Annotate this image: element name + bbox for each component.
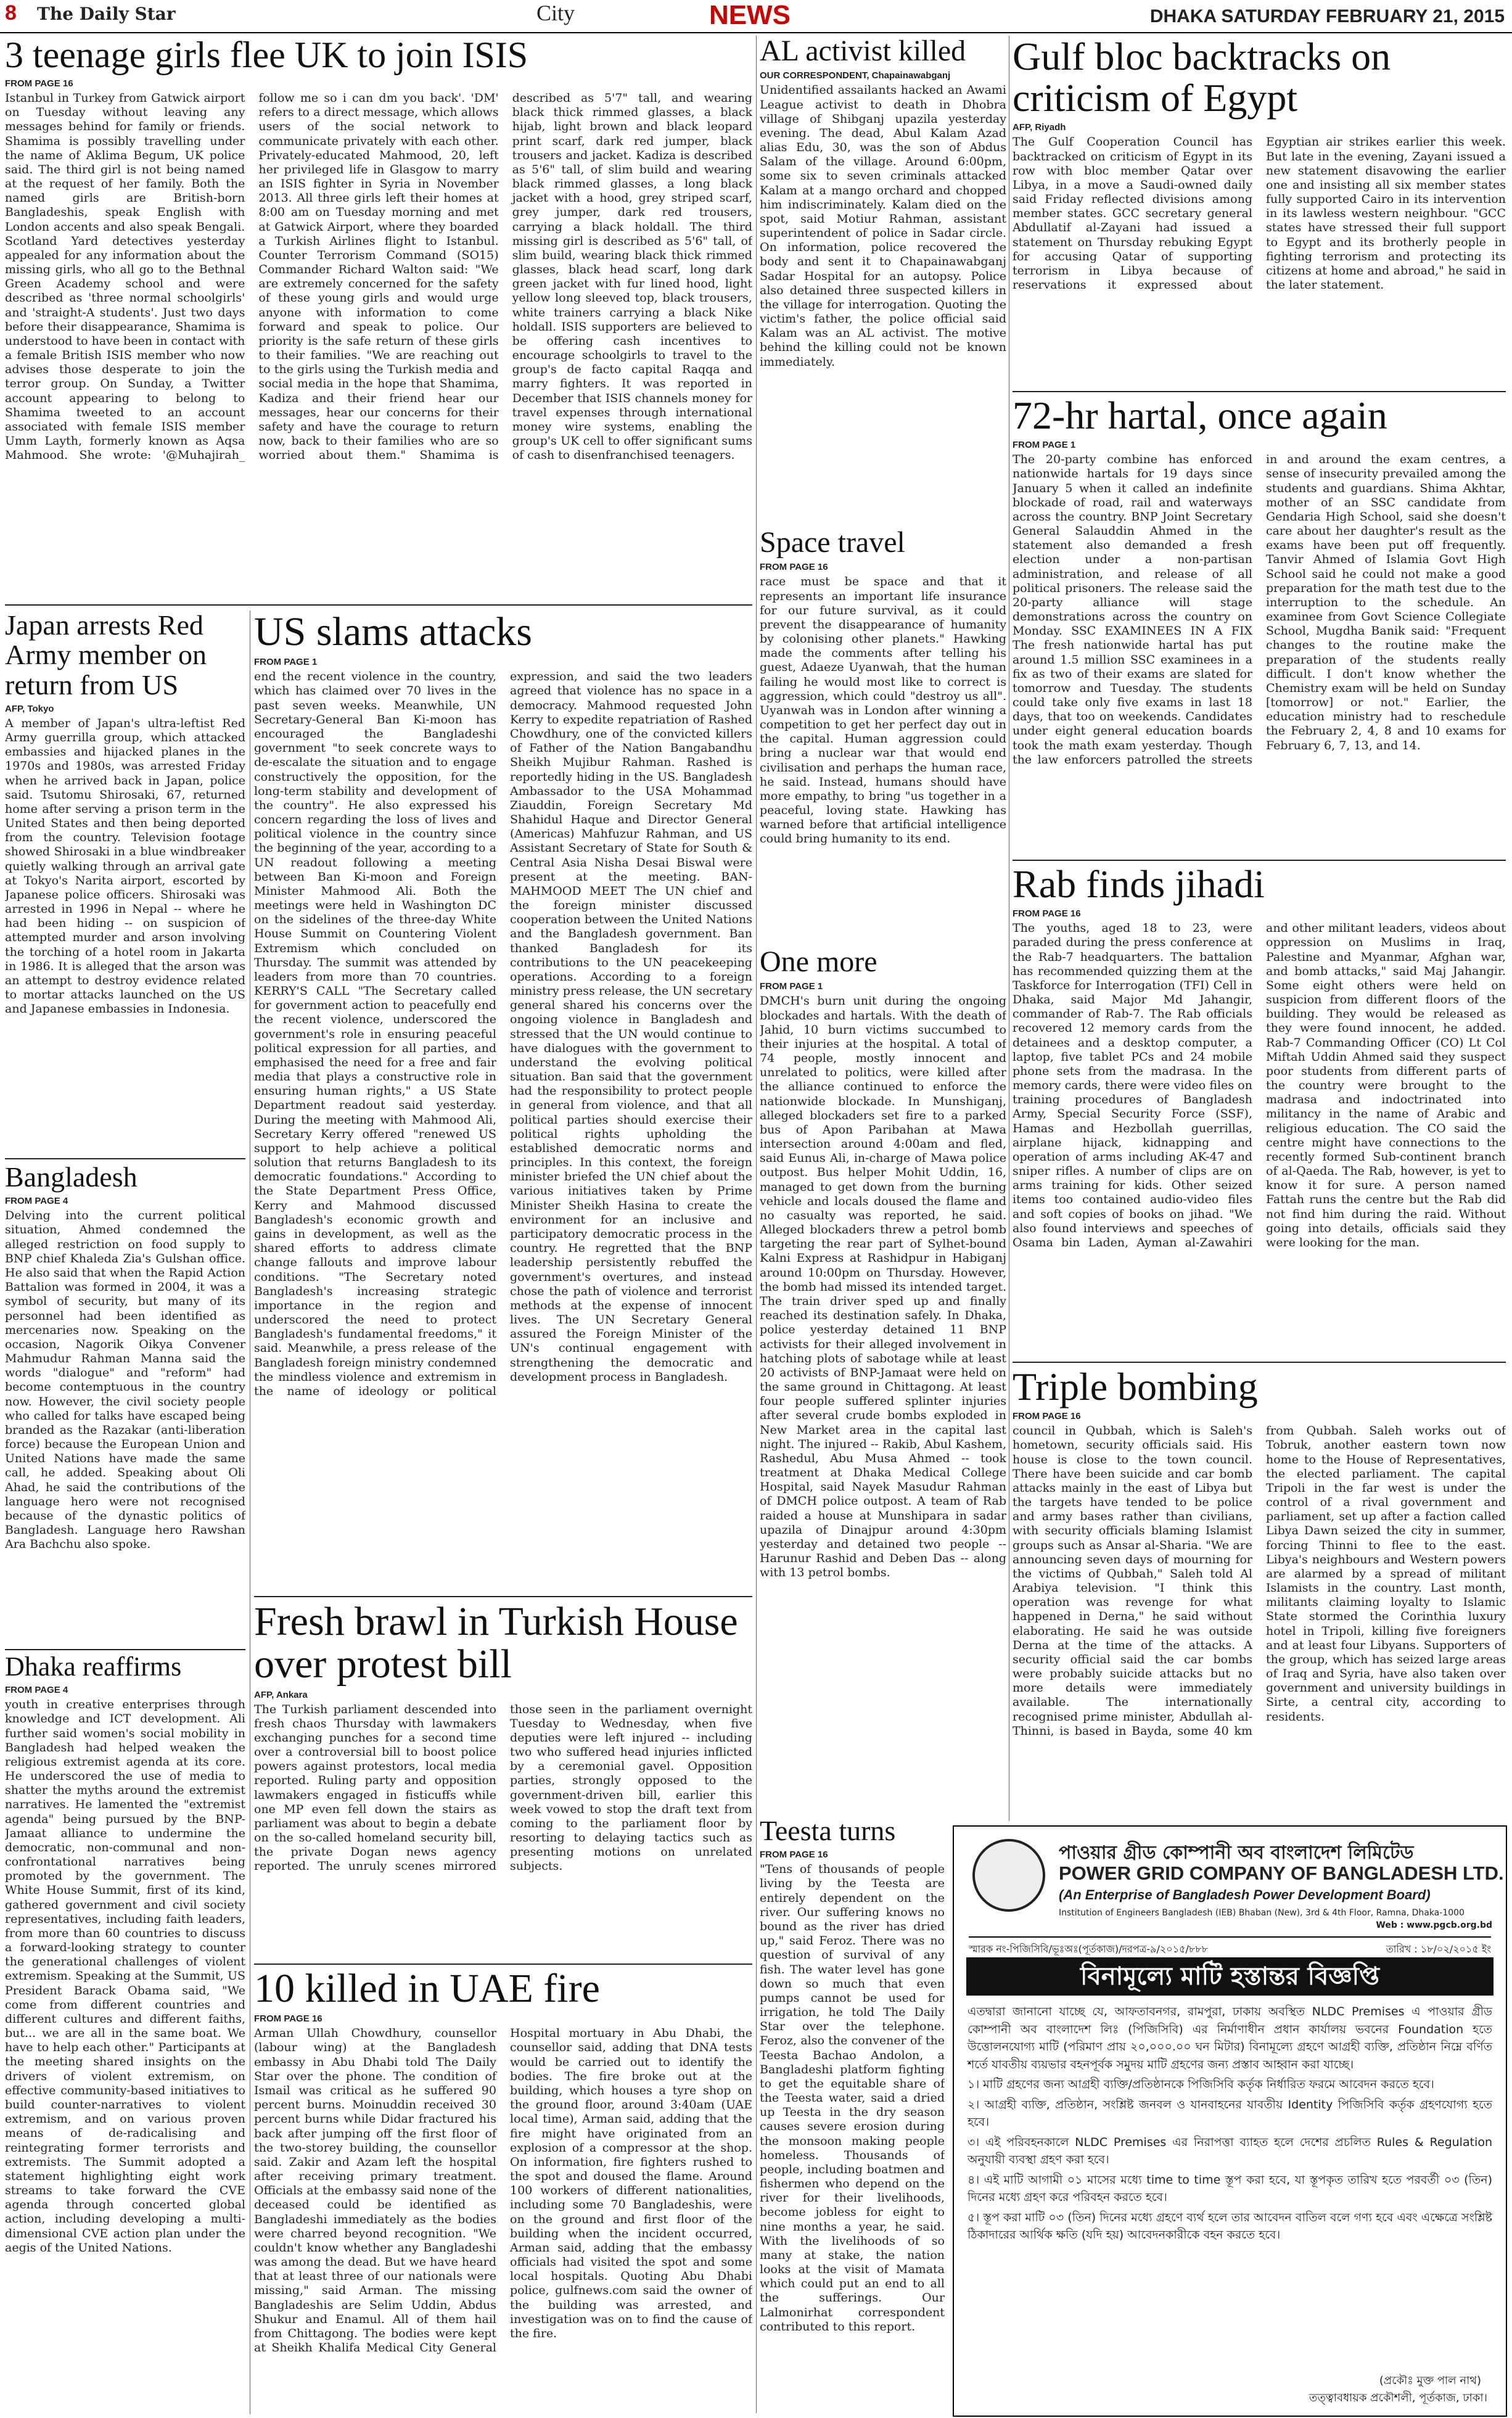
story-body: Istanbul in Turkey from Gatwick airport on Tuesday without leaving any messages behind for family or friends. Shamima is possibly travelling under the name of Aklima Begum, UK police said. The third girl is not being named at the request of her family. Both the named girls are British-born Bangladeshis, speak English with London accents and also speak Bengali. Scotland Yard detectives yesterday appealed for any information about the missing girls, who all go to the Bethnal Green Academy school and were described as 'three normal schoolgirls' and 'straight-A students'. Just two days before their disappearance, Shamima is understood to have been in contact with a female British ISIS member who now advises those desperate to join the terror group. On Sunday, a Twitter account appearing to belong to Shamima tweeted to an account associated with female ISIS member Umm Layth, formerly known as Aqsa Mahmood. She wrote: '@Muhajirah_ follow me so i can dm you back'. 'DM' refers to a direct message, which allows users of the social network to communicate privately with each other. Privately-educated Mahmood, 20, left her privileged life in Glasgow to marry an ISIS fighter in Syria in November 2013. All three girls left their homes at 8:00 am on Tuesday morning and met at Gatwick Airport, where they boarded a Turkish Airlines flight to Istanbul. Counter Terrorism Command (SO15) Commander Richard Walton said: "We are extremely concerned for the safety of these young girls and would urge anyone with information to come forward and speak to police. Our priority is the safe return of these girls to their families. "We are reaching out to the girls using the Turkish media and social media in the hope that Shamima, Kadiza and their friend hear our messages, hear our concerns for their safety and have the courage to return now, back to their families who are so worried about them." Shamima is described as 5'7" tall, and wearing black thick rimmed glasses, a black hijab, light brown and black leopard print scarf, dark red jumper, black trousers and jacket. Kadiza is described as 5'6" tall, of slim build and wearing black rimmed glasses, a long black jacket with a hood, grey striped scarf, grey jumper, dark red trousers, carrying a black holdall. The third missing girl is described as 5'6" tall, of slim build, wearing black thick rimmed glasses, black head scarf, long dark green jacket with fur lined hood, light yellow long sleeved top, black trousers, white trainers carrying a black Nike holdall. ISIS supporters are believed to be offering cash incentives to encourage schoolgirls to travel to the group's de facto capital Raqqa and marry fighters. It was reported in December that ISIS channels money for travel expenses through international money wire systems, enabling the group's UK cell to offer significant sums of cash to disenfranchised teenagers. (5, 91, 752, 463)
section-divider (5, 604, 752, 606)
story-uae-fire (254, 1967, 752, 2414)
headline: Fresh brawl in Turkish House over protest bill (254, 1600, 738, 1687)
section-divider (254, 1596, 752, 1597)
section-divider (254, 1964, 752, 1965)
advert-address: Institution of Engineers Bangladesh (IEB) Bhaban (New), 3rd & 4th Floor, Ramna, Dhaka-1000 (1059, 1908, 1465, 1918)
kicker: FROM PAGE 4 (5, 1196, 68, 1207)
headline: Teesta turns (760, 1816, 896, 1846)
kicker: FROM PAGE 16 (254, 2013, 323, 2025)
power-grid-advert (953, 1825, 1507, 2417)
advert-name-english: POWER GRID COMPANY OF BANGLADESH LTD. (1059, 1862, 1504, 1884)
story-body: The youths, aged 18 to 23, were paraded during the press conference at the Rab-7 headquarters. The battalion has recommended quizzing them at the Taskforce for Interrogation (TFI) Cell in Dhaka, said Major Md Jahangir, commander of Rab-7. The Rab officials recovered 12 memory cards from the detainees and a desktop computer, a laptop, five tablet PCs and 24 mobile phone sets from the madrasa. In the memory cards, there were video files on training procedures of Bangladesh Army, Special Security Force (SSF), Hamas and Hezbollah guerrillas, airplane hijack, kidnapping and operation of arms including AK-47 and sniper rifles. A number of clips are on arms training for kids. Other seized items too contained audio-video files and soft copies of books on jihad. "We also found interviews and speeches of Osama bin Laden, Ayman al-Zawahiri and other militant leaders, videos about oppression on Muslims in Iraq, Palestine and Myanmar, Afghan war, and bomb attacks," said Maj Jahangir. Some eight others were held on suspicion from different floors of the building. They would be released as they were found innocent, he added. Rab-7 Commanding Officer (CO) Lt Col Miftah Uddin Ahmed said they suspect poor students from different parts of the country were brought to the madrasa and indoctrinated into militancy in the name of Arabic and religious education. The CO said the centre might have connections to the recently formed Sub-continent branch of al-Qaeda. The Rab, however, is yet to know it for sure. A person named Fattah runs the centre but the Rab did not find him during the raid. Without going into details, officials said they were looking for the man. (1013, 921, 1506, 1249)
kicker: FROM PAGE 16 (1013, 1411, 1081, 1422)
section-divider (1013, 860, 1506, 861)
column-rule (756, 36, 757, 2413)
headline: 72-hr hartal, once again (1013, 395, 1387, 437)
advert-paragraph: এতদ্বারা জানানো যাচ্ছে যে, আফতাবনগর, রামপুরা, ঢাকায় অবস্থিত NLDC Premises এ পাওয়ার গ্রীড কোম্পানী অব বাংলাদেশ লিঃ (পিজিসিবি) এর নির্মাণাধীন প্রধান কার্যালয় ভবনের Foundation হতে উত্তোলনযোগ্য মাটি (পরিমাণ প্রায় ২০,০০০.০০ ঘন মিটার) বিনামূল্যে গ্রহণে আগ্রহী ব্যক্তি, প্রতিষ্ঠান নিম্নে বর্ণিত শর্তে যাবতীয় ব্যয়ভার বহনপূর্বক সমুদয় মাটি গ্রহণের জন্য প্রস্তাব আহ্বান করা যাচ্ছে। (968, 2005, 1493, 2071)
story-space-travel (760, 527, 1006, 947)
headline: Rab finds jihadi (1013, 863, 1265, 906)
advert-name-bangla: পাওয়ার গ্রীড কোম্পানী অব বাংলাদেশ লিমিটেড (1059, 1842, 1414, 1864)
advert-web: Web : www.pgcb.org.bd (1376, 1920, 1492, 1930)
story-teenage-girls (5, 36, 752, 591)
headline: Gulf bloc backtracks on criticism of Egypt (1013, 36, 1391, 120)
signatory-name: (প্রকৌঃ মুক্ত পাল নাথ) (1379, 2374, 1481, 2387)
advert-paragraph: ৩। এই পরিবহনকালে NLDC Premises এর নিরাপত্তা ব্যাহত হলে দেশের প্রচলিত Rules & Regulation অনুযায়ী ব্যবস্থা গ্রহণ করা হবে। (968, 2135, 1492, 2166)
section-divider (5, 1158, 245, 1159)
headline: 3 teenage girls flee UK to join ISIS (5, 36, 528, 75)
headline: One more (760, 947, 877, 978)
headline: Dhaka reaffirms (5, 1653, 182, 1682)
signatory-title: তত্ত্বাবধায়ক প্রকৌশলী, পূর্তকাজ, ঢাকা। (1309, 2391, 1487, 2404)
kicker: AFP, Riyadh (1013, 122, 1066, 133)
advert-tagline: (An Enterprise of Bangladesh Power Development Board) (1059, 1887, 1431, 1902)
story-body: "Tens of thousands of people living by the Teesta are entirely dependent on the river. Our suffering knows no bound as the river has dried up," said Feroz. There was no question of survival of any fish. The water level has gone down so much that even pumps cannot be used for irrigation, he told The Daily Star over the telephone. Feroz, also the convener of the Teesta Bachao Andolon, a Bangladeshi platform fighting to get the equitable share of the Teesta water, said a dried up Teesta in the dry season causes severe erosion during the monsoon making people homeless. Thousands of people, including boatmen and fishermen who depend on the river for their livelihoods, become jobless for eight to nine months a year, he said. With the livelihoods of so many at stake, the nation looks at the visit of Mamata which could put an end to all the sufferings. Our Lalmonirhat correspondent contributed to this report. (760, 1862, 945, 2334)
page-number: 8 (5, 1, 17, 25)
story-rab (1013, 863, 1506, 1363)
advert-text (968, 2003, 1492, 2247)
advert-paragraph: ৫। স্তূপ করা মাটি ০৩ (তিন) দিনের মধ্যে গ্রহণে ব্যর্থ হলে তার আবেদন বাতিল বলে গণ্য হবে এবং এক্ষেত্রে সংশ্লিষ্ট ঠিকাদারের আর্থিক ক্ষতি (যদি হয়) আবেদনকারীকে বহন করতে হবে। (968, 2210, 1492, 2242)
story-body: race must be space and that it represents an important life insurance for our future survival, as it could prevent the disappearance of humanity by colonising other planets." Hawking made the comments after telling his guest, Adaeze Uyanwah, that the human failing he would most like to correct is aggression, which could "destroy us all". Uyanwah was in London after winning a competition to get her perfect day out in the capital. Human aggression could bring a nuclear war that would end civilisation and perhaps the human race, he said. Instead, humans should have more empathy, to bring "us together in a peaceful, loving state. Hawking has warned before that artificial intelligence could bring humanity to its end. (760, 575, 1006, 846)
story-dhaka-reaffirms (5, 1653, 245, 2414)
story-body: The Turkish parliament descended into fresh chaos Thursday with lawmakers exchanging punches for a second time over a controversial bill to boost police powers against protestors, local media reported. Ruling party and opposition lawmakers engaged in fisticuffs while one MP even fell down the stairs as parliament was about to begin a debate on the so-called homeland security bill, the private Dogan news agency reported. The unruly scenes mirrored those seen in the parliament overnight Tuesday to Wednesday, when five deputies were left injured -- including two who suffered head injuries inflicted by a ceremonial gavel. Opposition parties, strongly opposed to the government-driven bill, earlier this week vowed to stop the draft text from coming to the parliament floor by resorting to delaying tactics such as presenting motions on unrelated subjects. (254, 1702, 752, 1873)
story-body: youth in creative enterprises through knowledge and ICT development. Ali further said women's social mobility in Bangladesh had helped weaken the religious extremist agenda at its core. He underscored the use of media to shatter the myths around the extremist narratives. He lamented the "extremist agenda" being pursued by the BNP-Jamaat alliance to undermine the democratic, non-communal and non-confrontational narratives being promoted by the government. The White House Summit, first of its kind, gathered government and civil society representatives, including faith leaders, from more than 60 countries to discuss a forward-looking strategy to counter the generational challenges of violent extremism. Speaking at the Summit, US President Barack Obama said, "We come from different countries and different cultures and different faiths, but... we are all in the same boat. We have to help each other." Participants at the meeting shared insights on the drivers of violent extremism, on effective community-based initiatives to build counter-narratives to violent extremism, and on various proven means of de-radicalising and reintegrating former terrorists and extremists. The Summit adopted a statement highlighting eight work streams to take forward the CVE agenda through concerted global action, including developing a multi-dimensional CVE action plan under the aegis of the United Nations. (5, 1698, 245, 2255)
story-one-more (760, 947, 1006, 1835)
headline: Space travel (760, 527, 905, 559)
story-body: A member of Japan's ultra-leftist Red Army guerrilla group, which attacked embassies and hijacked planes in the 1970s and 1980s, was arrested Friday when he arrived back in Japan, police said. Tsutomu Shirosaki, 67, returned home after serving a prison term in the United States and then being deported from the country. Television footage showed Shirosaki in a blue windbreaker quietly walking through an arrival gate at Tokyo's Narita airport, escorted by Japanese police officers. Shirosaki was arrested in 1996 in Nepal -- where he had been hiding -- on suspicion of attempted murder and arson involving the torching of a hotel room in Jakarta in 1986. It is alleged that the arson was an attempt to destroy evidence related to mortar attacks launched on the US and Japanese embassies in Indonesia. (5, 716, 245, 1016)
story-al-activist (760, 36, 1006, 523)
headline: 10 killed in UAE fire (254, 1967, 600, 2011)
masthead: The Daily Star (37, 4, 176, 24)
section-label: City (536, 1, 575, 25)
advert-reference-row (969, 1936, 1491, 1958)
memo-date: তারিখ : ১৮/০২/২০১৫ ইং (1386, 1943, 1491, 1955)
headline: Triple bombing (1013, 1366, 1258, 1408)
kicker: FROM PAGE 4 (5, 1685, 68, 1696)
story-triple-bombing (1013, 1366, 1506, 1810)
story-body: The Gulf Cooperation Council has backtracked on criticism of Egypt in its row with bloc member Qatar over Libya, in a move a Saudi-owned daily said Friday reflected divisions among member states. GCC secretary general Abdullatif al-Zayani had issued a statement on Thursday rebuking Egypt for accusing Qatar of supporting terrorism in Libya because of reservations it expressed about Egyptian air strikes earlier this week. But late in the evening, Zayani issued a new statement disavowing the earlier one and insisting all six member states fully supported Cairo in its intervention in its lawless western neighbour. "GCC states have stressed their full support to Egypt and its brotherly people in fighting terrorism and protecting its citizens at home and abroad," he said in the later statement. (1013, 135, 1506, 292)
story-body: Arman Ullah Chowdhury, counsellor (labour wing) at the Bangladesh embassy in Abu Dhabi told The Daily Star over the phone. The condition of Ismail was critical as he suffered 90 percent burns. Moinuddin received 30 percent burns while Didar fractured his back after jumping off the first floor of the two-storey building, the counsellor said. Zakir and Azam left the hospital after receiving primary treatment. Officials at the embassy said none of the deceased could be identified as Bangladeshi immediately as the bodies were charred beyond recognition. "We couldn't know whether any Bangladeshi was among the dead. But we have heard that at least three of our nationals were missing," said Arman. The missing Bangladeshis are Selim Uddin, Abdus Shukur and Enamul. All of them hail from Chittagong. The bodies were kept at Sheikh Khalifa Medical City General Hospital mortuary in Abu Dhabi, the counsellor said, adding that DNA tests would be carried out to identify the bodies. The fire broke out at the building, which houses a tyre shop on the ground floor, around 3:40am (UAE local time), Arman said, adding that the fire might have originated from an explosion of a compressor at the shop. On information, fire fighters rushed to the spot and doused the flame. Around 100 workers of different nationalities, including some 70 Bangladeshis, were on the ground and first floor of the building when the incident occurred, Arman said, adding that the embassy officials had visited the spot and some local hospitals. Quoting Abu Dhabi police, gulfnews.com said the owner of the building was arrested, and investigation was on to find the cause of the fire. (254, 2026, 752, 2355)
story-body: DMCH's burn unit during the ongoing blockades and hartals. With the death of Jahid, 10 burn victims succumbed to their injuries at the hospital. A total of 74 people, mostly innocent and unrelated to politics, were killed after the alliance continued to enforce the nationwide blockade. In Munshiganj, alleged blockaders set fire to a parked bus of Apon Paribahan at Mawa intersection around 4:00am and fled, said Eunus Ali, in-charge of Mawa police outpost. Bus helper Mohit Uddin, 16, managed to get down from the burning vehicle and locals doused the flame and no casualty was reported, he said. Alleged blockaders threw a petrol bomb targeting the rear part of Sylhet-bound Kalni Express at Rashidpur in Habiganj around 10:00pm on Thursday. However, the bomb had missed its intended target. The train driver sped up and finally reached its destination safely. In Dhaka, police yesterday detained 11 BNP activists for their alleged involvement in hatching plots of sabotage while at least 20 activists of BNP-Jamaat were held on the same ground in Chittagong. At least four people suffered splinter injuries after several crude bombs exploded in New Market area in the capital last night. The injured -- Rakib, Abul Kashem, Rashedul, Abu Musa Ahmed -- took treatment at Dhaka Medical College Hospital, said Nayek Masudur Rahman of DMCH police outpost. A team of Rab raided a house at Munshipara in sadar upazila of Dinajpur around 4:30pm yesterday and detained two people -- Harunur Rashid and Deben Das -- along with 13 petrol bombs. (760, 994, 1006, 1580)
kicker: AFP, Tokyo (5, 703, 54, 714)
story-hartal (1013, 395, 1506, 857)
kicker: FROM PAGE 1 (760, 981, 823, 992)
section-divider (1013, 391, 1506, 392)
story-body: end the recent violence in the country, which has claimed over 70 lives in the past seven weeks. Meanwhile, UN Secretary-General Ban Ki-moon has encouraged the Bangladeshi government "to seek concrete ways to de-escalate the situation and to engage constructively the opposition, for the long-term stability and development of the country". He also expressed his concern regarding the loss of lives and political violence in the country since the beginning of the year, according to a UN readout following a meeting between Ban Ki-moon and Foreign Minister Mahmood Ali. Both the meetings were held in Washington DC on the sidelines of the three-day White House Summit on Countering Violent Extremism which concluded on Thursday. The summit was attended by leaders from more than 70 countries. KERRY'S CALL "The Secretary called for government action to peacefully end the recent violence, underscored the government's role in ensuring peaceful political expression for all parties, and emphasised the need for a free and fair media that plays a constructive role in ensuring human rights," a US State Department readout said yesterday. During the meeting with Mahmood Ali, Secretary Kerry offered "renewed US support to help achieve a political solution that returns Bangladesh to its democratic foundations." According to the State Department Press Office, Kerry and Mahmood discussed Bangladesh's economic growth and gains in development, as well as the shared efforts to address climate change fallouts and improve labour conditions. "The Secretary noted Bangladesh's increasing strategic importance in the region and underscored the need to protect Bangladesh's fundamental freedoms," it said. Meanwhile, a press release of the Bangladesh foreign ministry condemned the mindless violence and extremism in the name of ideology or political expression, and said the two leaders agreed that violence has no space in a democracy. Mahmood requested John Kerry to expedite repatriation of Rashed Chowdhury, one of the convicted killers of Father of the Nation Bangabandhu Sheikh Mujibur Rahman. Rashed is reportedly hiding in the US. Bangladesh Ambassador to the USA Mohammad Ziauddin, Foreign Secretary Md Shahidul Haque and Director General (Americas) Mahfuzur Rahman, and US Assistant Secretary of State for South & Central Asia Nisha Desai Biswal were present at the meeting. BAN-MAHMOOD MEET The UN chief and the foreign minister discussed cooperation between the United Nations and the Bangladesh government. Ban thanked Bangladesh for its contributions to the UN peacekeeping operations. According to a foreign ministry press release, the UN secretary general shared his concerns over the ongoing violence in Bangladesh and stressed that the UN would continue to have dialogues with the government to understand the evolving political situation. Ban said that the government had the responsibility to protect people in general from violence, and that all political parties should exercise their political rights upholding the established democratic norms and principles. In this context, the foreign minister briefed the UN chief about the various initiatives taken by Prime Minister Sheikh Hasina to create the environment for an inclusive and participatory democratic process in the country. He regretted that the BNP leadership persistently rebuffed the government's overtures, and instead chose the path of violence and terrorist methods at the expense of innocent lives. The UN Secretary General assured the Foreign Minister of the UN's continual engagement with strengthening the democratic and development process in Bangladesh. (254, 670, 752, 1398)
story-body: The 20-party combine has enforced nationwide hartals for 19 days since January 5 when it called an indefinite blockade of road, rail and waterways across the country. BNP Joint Secretary General Salauddin Ahmed in the statement also demanded a fresh election under a non-partisan administration, and release of all political prisoners. The release said the 20-party alliance will stage demonstrations across the country on Monday. SSC EXAMINEES IN A FIX The fresh nationwide hartal has put around 1.5 million SSC examinees in a fix as two of their exams are slated for tomorrow and Tuesday. The students could take only five exams in last 18 days, that too on weekends. Candidates under eight general education boards took the math exam yesterday. Though the law enforcers patrolled the streets in and around the exam centres, a sense of insecurity prevailed among the students and guardians. Shima Akhtar, mother of an SSC candidate from Gendaria High School, said she doesn't care about her daughter's result as the exams have been put off frequently. Tanvir Ahmed of Islamia Govt High School said he could not make a good preparation for the math test due to the interruption to the schedule. An examinee from Govt Science Collegiate School, Mugdha Banik said: "Frequent changes to the routine make the preparation of the students really difficult. I don't know whether the Chemistry exam will be held on Sunday [tomorrow] or not." Earlier, the education ministry had to reschedule the February 2, 4, 8 and 10 exams for February 6, 7, 13, and 14. (1013, 453, 1506, 767)
kicker: FROM PAGE 16 (1013, 908, 1081, 919)
story-body: council in Qubbah, which is Saleh's hometown, security officials said. His house is close to the town council. There have been suicide and car bomb attacks mainly in the east of Libya but the targets have tended to be police and army bases rather than civilians, with security officials blaming Islamist groups such as Ansar al-Sharia. "We are announcing seven days of mourning for the victims of Qubbah," Saleh told Al Arabiya television. "I think this operation was revenge for what happened in Derna," he said without elaborating. He said he was outside Derna at the time of the attacks. A security official said the car bombs were probably suicide attacks but no more details were immediately available. The internationally recognised prime minister, Abdullah al-Thinni, is based in Bayda, some 40 km from Qubbah. Saleh works out of Tobruk, another eastern town now home to the House of Representatives, the elected parliament. The capital Tripoli in the far west is under the control of a rival government and parliament, set up after a faction called Libya Dawn seized the city in summer, forcing Thinni to flee to the east. Libya's neighbours and Western powers are alarmed by a spread of militant Islamists in the country. Last month, militants claiming loyalty to Islamic State stormed the Corinthia luxury hotel in Tripoli, killing five foreigners and at least four Libyans. Supporters of the group, which has seized large areas of Iraq and Syria, have also taken over government and university buildings in Sirte, a central city, according to residents. (1013, 1424, 1506, 1738)
advert-title: বিনামূল্যে মাটি হস্তান্তর বিজ্ঞপ্তি (966, 1957, 1494, 1996)
headline: Bangladesh (5, 1162, 138, 1193)
story-bangladesh (5, 1162, 245, 1650)
category-label: NEWS (709, 0, 791, 30)
story-teesta (760, 1816, 945, 2414)
story-body: Delving into the current political situation, Ahmed condemned the alleged restriction on food supply to BNP chief Khaleda Zia's Gulshan office. He also said that when the Rapid Action Battalion was formed in 2004, it was a symbol of security, but many of its personnel had been identified as mercenaries now. Speaking on the occasion, Nagorik Oikya Convener Mahmudur Rahman Manna said the words "dialogue" and "reform" had become contemptuous in the country now. However, the civil society people who called for talks have escaped being branded as the Razakar (anti-liberation force) because the European Union and United Nations have made the same call, he added. Speaking about Oli Ahad, he said the contributions of the language hero were not recognised because of the dynastic politics of Bangladesh. Language hero Rawshan Ara Bachchu also spoke. (5, 1209, 245, 1552)
story-turkish-brawl (254, 1600, 752, 1964)
headline: US slams attacks (254, 611, 532, 654)
headline: AL activist killed (760, 36, 966, 67)
kicker: OUR CORRESPONDENT, Chapainawabganj (760, 70, 951, 81)
section-divider (5, 1649, 245, 1650)
kicker: AFP, Ankara (254, 1689, 308, 1700)
memo-number: স্মারক নং-পিজিসিবি/ভূঃঅঃ(পূর্তকাজ)/দরপত্র-৯/২০১৫/৮৮৮ (969, 1943, 1208, 1955)
advert-paragraph: ২। আগ্রহী ব্যক্তি, প্রতিষ্ঠান, সংশ্লিষ্ট জনবল ও যানবাহনের যাবতীয় Identity পিজিসিবি কর্তৃক গ্রহণযোগ্য হতে হবে। (968, 2097, 1492, 2129)
section-divider (1013, 1362, 1506, 1363)
advert-paragraph: ১। মাটি গ্রহণের জন্য আগ্রহী ব্যক্তি/প্রতিষ্ঠানকে পিজিসিবি কর্তৃক নির্ধারিত ফরমে আবেদন করতে হবে। (968, 2078, 1434, 2091)
kicker: FROM PAGE 16 (760, 562, 828, 573)
pgcb-logo-icon (972, 1839, 1045, 1912)
story-us-slams (254, 611, 752, 1591)
advert-paragraph: ৪। এই মাটি আগামী ০১ মাসের মধ্যে time to time স্তূপ করা হবে, যা স্তূপকৃত তারিখ হতে পরবর্তী ০৩ (তিন) দিনের মধ্যে গ্রহণ করে পরিবহন করতে হবে। (968, 2173, 1492, 2204)
story-gulf-bloc (1013, 36, 1506, 393)
headline: Japan arrests Red Army member on return from US (5, 611, 207, 701)
kicker: FROM PAGE 1 (1013, 440, 1076, 451)
story-body: Unidentified assailants hacked an Awami League activist to death in Dhobra village of Shibganj upazila yesterday evening. The dead, Abul Kalam Azad alias Edu, 30, was the son of Abdus Salam of the village. Around 6:00pm, some six to seven criminals attacked Kalam at a mango orchard and chopped him indiscriminately. Kalam died on the spot, said Motiur Rahman, assistant superintendent of police in Sadar circle. On information, police recovered the body and sent it to Chapainawabganj Sadar Hospital for an autopsy. Police also detained three suspected killers in the village for interrogation. Quoting the victim's father, the police official said Kalam was an AL activist. The motive behind the killing could not be known immediately. (760, 83, 1006, 369)
kicker: FROM PAGE 16 (760, 1849, 828, 1861)
kicker: FROM PAGE 16 (5, 78, 73, 89)
dateline: DHAKA SATURDAY FEBRUARY 21, 2015 (1149, 6, 1505, 27)
kicker: FROM PAGE 1 (254, 657, 318, 668)
page-header (0, 0, 1512, 33)
story-japan (5, 611, 245, 1153)
